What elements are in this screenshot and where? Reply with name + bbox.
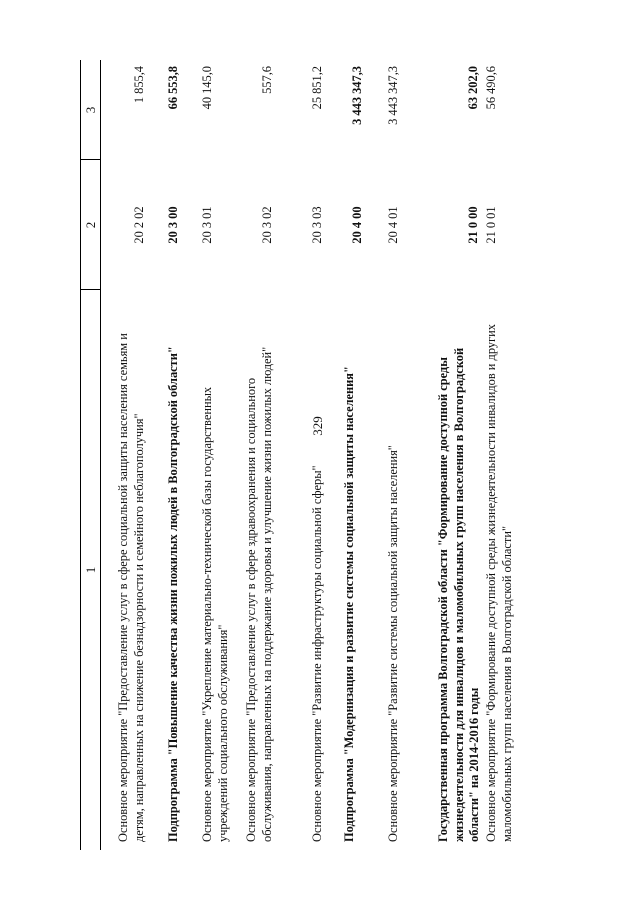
- row-value: 1 855,4: [132, 66, 146, 104]
- budget-table: [80, 60, 560, 850]
- row-value: 557,6: [260, 66, 274, 94]
- row-name: Основное мероприятие "Формирование доступной среды жизнедеятельности инвалидов и других маломобильных групп населения в Волгоградской области": [484, 324, 514, 842]
- row-name: Подпрограмма "Модернизация и развитие системы социальной защиты населения": [342, 366, 356, 842]
- row-name: Основное мероприятие "Укрепление материально-технической базы государственных учреждений социального обслуживания": [200, 386, 230, 842]
- row-code: 20 3 01: [200, 206, 214, 244]
- row-name: Подпрограмма "Повышение качества жизни пожилых людей в Волгоградской области": [166, 346, 180, 842]
- row-value: 56 490,6: [484, 66, 498, 110]
- row-code: 21 0 00: [466, 206, 480, 244]
- row-name: Основное мероприятие "Развитие инфраструктуры социальной сферы": [310, 465, 324, 842]
- row-name: Основное мероприятие "Развитие системы социальной защиты населения": [386, 445, 400, 842]
- row-value: 3 443 347,3: [386, 66, 400, 125]
- header-bottom-border: [100, 60, 101, 850]
- row-value: 63 202,0: [466, 66, 480, 110]
- header-col-3: 3: [83, 106, 98, 114]
- rotated-page: [80, 60, 560, 850]
- table-top-border: [80, 60, 81, 850]
- header-col-1: 1: [83, 566, 98, 574]
- row-name: Государственная программа Волгоградской области "Формирование доступной среды жизнедеятельности для инвалидов и маломобильных групп населения в Волгоградской области" на 2014-2016 годы: [436, 347, 482, 842]
- row-code: 21 0 01: [484, 206, 498, 244]
- row-value: 25 851,2: [310, 66, 324, 110]
- row-code: 20 3 03: [310, 206, 324, 244]
- row-value: 66 553,8: [166, 66, 180, 110]
- row-value: 40 145,0: [200, 66, 214, 110]
- row-code: 20 3 02: [260, 206, 274, 244]
- row-code: 20 2 02: [132, 206, 146, 244]
- header-col-2: 2: [83, 221, 98, 229]
- row-code: 20 4 01: [386, 206, 400, 244]
- row-name: Основное мероприятие "Предоставление услуг в сфере здравоохранения и социального обслуживания, направленных на поддержание здоровья и улучшение жизни пожилых людей": [244, 346, 274, 842]
- row-value: 3 443 347,3: [350, 66, 364, 125]
- row-code: 20 4 00: [350, 206, 364, 244]
- row-code: 20 3 00: [166, 206, 180, 244]
- page-number: 329: [309, 416, 325, 436]
- row-name: Основное мероприятие "Предоставление услуг в сфере социальной защиты населения семьям и детям, направленных на снижение безнадзорности и семейного неблагополучия": [116, 333, 146, 842]
